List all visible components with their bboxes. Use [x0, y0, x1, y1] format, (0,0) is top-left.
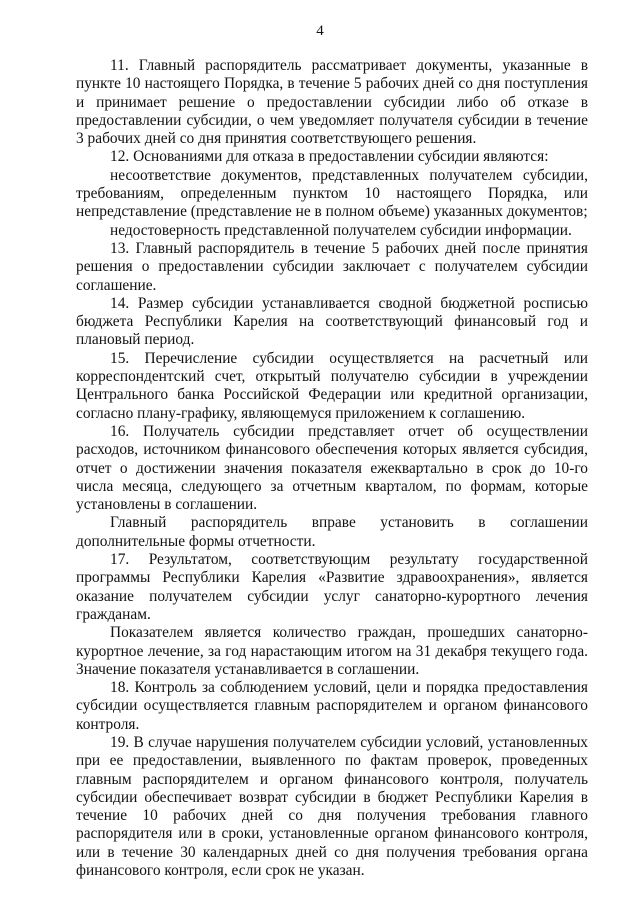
paragraph-11: 11. Главный распорядитель рассматривает документы, указанные в пункте 10 настоящего Порядка, в течение 5 рабочих дней со дня поступления и принимает решение о предоставлении субсидии либо об отказе в предоставлении субсидии, о чем уведомляет получателя субсидии в течение 3 рабочих дней со дня принятия соответствующего решения. [76, 57, 588, 148]
page-number: 4 [316, 23, 324, 39]
paragraph-16-continued: Главный распорядитель вправе установить в соглашении дополнительные формы отчетности. [76, 514, 588, 550]
paragraph-19: 19. В случае нарушения получателем субсидии условий, установленных при ее предоставлении, выявленного по фактам проверок, проведенных главным распорядителем и органом финансового контроля, получатель субсидии обеспечивает возврат субсидии в бюджет Республики Карелия в течение 10 рабочих дней со дня получения требования главного распорядителя или в сроки, установленные органом финансового контроля, или в течение 30 календарных дней со дня получения требования органа финансового контроля, если срок не указан. [76, 733, 588, 880]
paragraph-17-continued: Показателем является количество граждан, прошедших санаторно-курортное лечение, за год нарастающим итогом на 31 декабря текущего года. Значение показателя устанавливается в соглашении. [76, 624, 588, 678]
paragraph-18: 18. Контроль за соблюдением условий, цели и порядка предоставления субсидии осуществляется главным распорядителем и органом финансового контроля. [76, 679, 588, 733]
paragraph-15: 15. Перечисление субсидии осуществляется на расчетный или корреспондентский счет, открытый получателю субсидии в учреждении Центрального банка Российской Федерации или кредитной организации, согласно плану-графику, являющемуся приложением к соглашению. [76, 349, 588, 422]
paragraph-13: 13. Главный распорядитель в течение 5 рабочих дней после принятия решения о предоставлении субсидии заключает с получателем субсидии соглашение. [76, 239, 588, 294]
paragraph-17: 17. Результатом, соответствующим результату государственной программы Республики Карелия «Развитие здравоохранения», является оказание получателем субсидии услуг санаторно-курортного лечения гражданам. [76, 551, 588, 623]
document-body [76, 57, 588, 880]
paragraph-14: 14. Размер субсидии устанавливается сводной бюджетной росписью бюджета Республики Карелия на соответствующий финансовый год и плановый период. [76, 294, 588, 349]
paragraph-12-item-2: недостоверность представленной получателем субсидии информации. [110, 221, 572, 239]
paragraph-12-item-1: несоответствие документов, представленных получателем субсидии, требованиям, определенным пунктом 10 настоящего Порядка, или непредставление (представление не в полном объеме) указанных документов; [76, 166, 588, 221]
paragraph-12: 12. Основаниями для отказа в предоставлении субсидии являются: [110, 148, 549, 166]
paragraph-16: 16. Получатель субсидии представляет отчет об осуществлении расходов, источником финансового обеспечения которых является субсидия, отчет о достижении значения показателя ежеквартально в срок до 10-го числа месяца, следующего за отчетным кварталом, по формам, которые установлены в соглашении. [76, 422, 588, 514]
